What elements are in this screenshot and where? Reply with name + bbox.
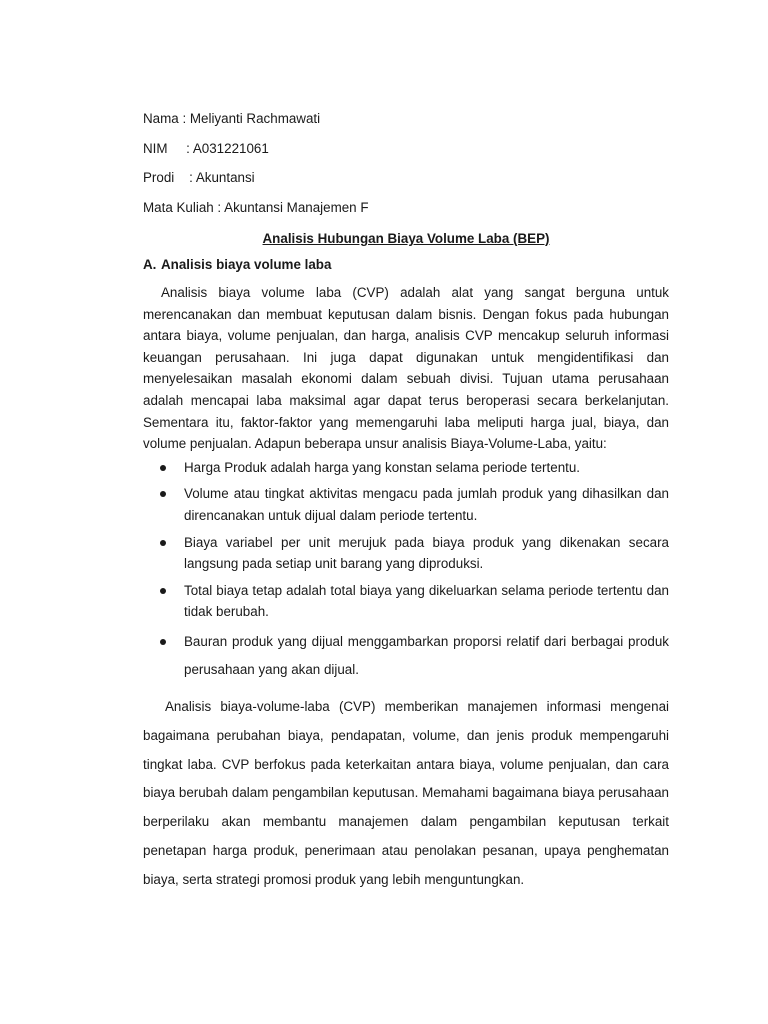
bullet-icon bbox=[160, 540, 166, 546]
section-a-paragraph-2: Analisis biaya-volume-laba (CVP) memberikan manajemen informasi mengenai bagaimana perubahan biaya, pendapatan, volume, dan jenis produk mempengaruhi tingkat laba. CVP berfokus pada keterkaitan antara biaya, volume penjualan, dan cara biaya berubah dalam pengambilan keputusan. Memahami bagaimana biaya perusahaan berperilaku akan membantu manajemen dalam pengambilan keputusan terkait penetapan harga produk, penerimaan atau penolakan pesanan, upaya penghematan biaya, serta strategi promosi produk yang lebih menguntungkan. bbox=[143, 698, 669, 887]
section-a-paragraph-1: Analisis biaya volume laba (CVP) adalah alat yang sangat berguna untuk merencanakan dan membuat keputusan dalam bisnis. Dengan fokus pada hubungan antara biaya, volume penjualan, dan harga, analisis CVP mencakup seluruh informasi keuangan perusahaan. Ini juga dapat digunakan untuk mengidentifikasi dan menyelesaikan masalah ekonomi dalam sebuah divisi. Tujuan utama perusahaan adalah mencapai laba maksimal agar dapat terus beroperasi secara berkelanjutan. Sementara itu, faktor-faktor yang memengaruhi laba meliputi harga jual, biaya, dan volume penjualan. Adapun beberapa unsur analisis Biaya-Volume-Laba, yaitu: bbox=[143, 285, 669, 452]
document-body bbox=[143, 107, 669, 894]
list-item-text: Harga Produk adalah harga yang konstan selama periode tertentu. bbox=[184, 459, 581, 475]
list-item bbox=[143, 532, 669, 575]
list-item-text: Volume atau tingkat aktivitas mengacu pada jumlah produk yang dihasilkan dan direncanakan untuk dijual dalam periode tertentu. bbox=[184, 486, 669, 523]
student-name-line: Nama : Meliyanti Rachmawati bbox=[143, 111, 321, 126]
list-item bbox=[143, 457, 669, 479]
student-nim-line: NIM : A031221061 bbox=[143, 140, 269, 156]
list-item bbox=[143, 580, 669, 623]
list-item bbox=[143, 628, 669, 684]
bullet-icon bbox=[160, 639, 166, 645]
course-line: Mata Kuliah : Akuntansi Manajemen F bbox=[143, 199, 369, 215]
section-a-heading-text: Analisis biaya volume laba bbox=[161, 257, 332, 272]
list-item-text: Biaya variabel per unit merujuk pada biaya produk yang dikenakan secara langsung pada setiap unit barang yang diproduksi. bbox=[184, 534, 669, 572]
bullet-icon bbox=[160, 588, 166, 594]
section-a-heading bbox=[143, 255, 669, 281]
cvp-elements-list bbox=[143, 457, 669, 684]
list-item-text: Bauran produk yang dijual menggambarkan proporsi relatif dari berbagai produk perusahaan yang akan dijual. bbox=[184, 633, 669, 677]
study-program-line: Prodi : Akuntansi bbox=[143, 170, 255, 185]
list-item-text: Total biaya tetap adalah total biaya yang dikeluarkan selama periode tertentu dan tidak berubah. bbox=[184, 582, 669, 620]
bullet-icon bbox=[160, 491, 166, 497]
list-item bbox=[143, 483, 669, 526]
document-title: Analisis Hubungan Biaya Volume Laba (BEP) bbox=[262, 231, 550, 246]
bullet-icon bbox=[160, 465, 166, 471]
section-a-letter: A. bbox=[143, 257, 157, 272]
